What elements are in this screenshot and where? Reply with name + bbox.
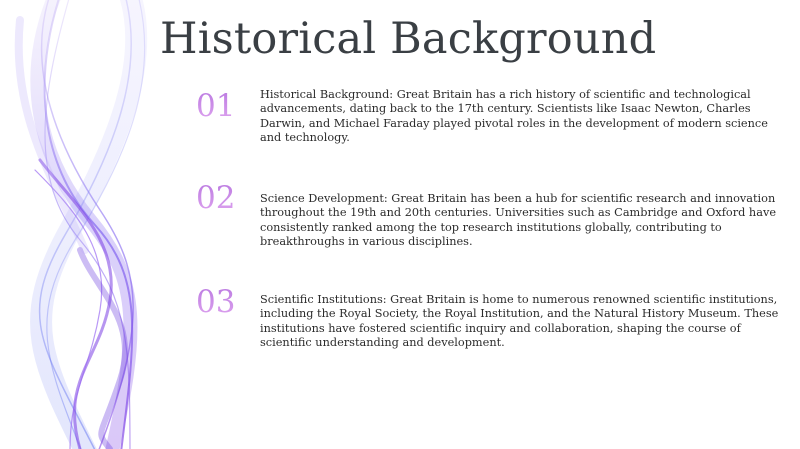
item-number: 02 (196, 180, 246, 216)
page-title: Historical Background (160, 14, 657, 64)
item-text: Scientific Institutions: Great Britain is home to numerous renowned scientific institutions, including the Royal Society, the Royal Institution, and the Natural History Museum. These institutions have fostered scientific inquiry and collaboration, shaping the course of scientific understanding and development. (260, 293, 779, 349)
item-number: 03 (196, 284, 246, 320)
item-number: 01 (196, 88, 246, 124)
item-text: Science Development: Great Britain has been a hub for scientific research and innovation throughout the 19th and 20th centuries. Universities such as Cambridge and Oxford have consistently ranked among the top research institutions globally, contributing to breakthroughs in various disciplines. (260, 192, 777, 248)
item-text: Historical Background: Great Britain has a rich history of scientific and technological advancements, dating back to the 17th century. Scientists like Isaac Newton, Charles Darwin, and Michael Faraday played pivotal roles in the development of modern science and technology. (260, 88, 768, 144)
